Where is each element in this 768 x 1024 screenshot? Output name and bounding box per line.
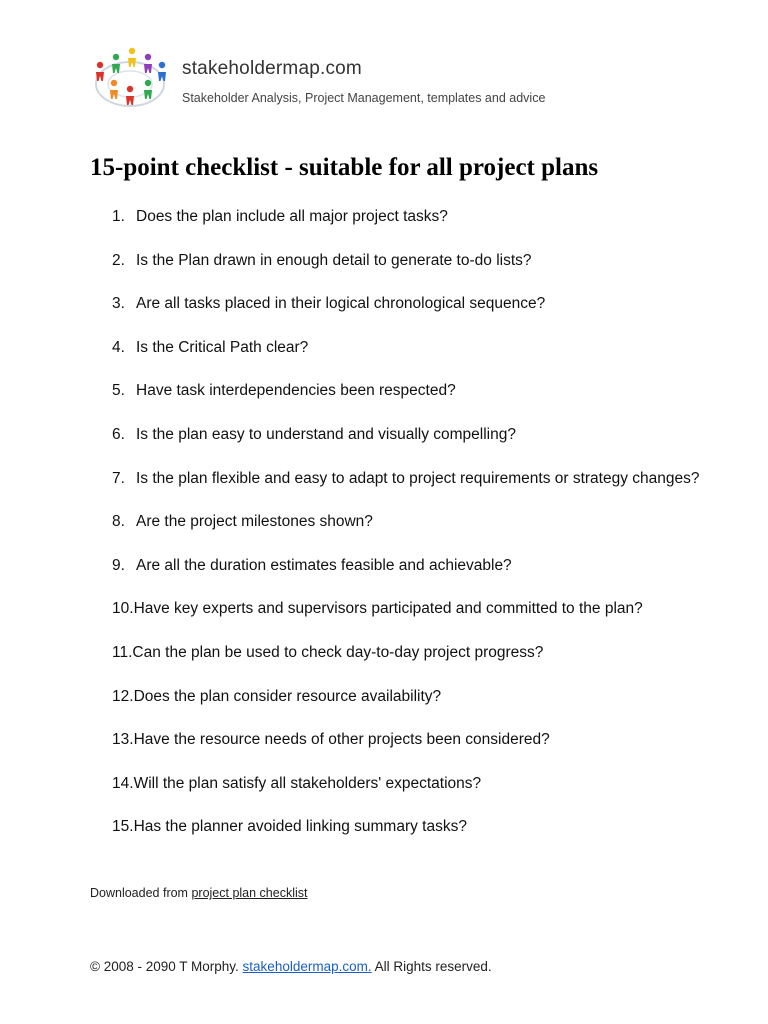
checklist-item-number: 8. [112,513,125,531]
site-tagline: Stakeholder Analysis, Project Management, templates and advice [182,91,546,105]
site-name[interactable]: stakeholdermap.com [182,58,362,79]
checklist-item-number: 14. [112,774,134,792]
checklist-item [112,767,712,800]
checklist-item-text: Will the plan satisfy all stakeholders' expectations? [133,774,482,792]
checklist [112,200,712,854]
checklist-item-text: Have the resource needs of other projects been considered? [133,731,550,749]
checklist-item [112,287,712,320]
checklist-item [112,374,712,407]
checklist-item-number: 13. [112,731,134,749]
checklist-item-text: Is the Plan drawn in enough detail to generate to-do lists? [136,251,532,269]
checklist-item-number: 10. [112,600,134,618]
checklist-item-text: Does the plan consider resource availability? [133,687,442,705]
checklist-item [112,418,712,451]
checklist-item-text: Is the Critical Path clear? [136,338,309,356]
checklist-item-text: Have task interdependencies been respected? [136,382,456,400]
rights-text: All Rights reserved. [371,959,492,974]
checklist-item-number: 9. [112,556,125,574]
checklist-item-text: Is the plan flexible and easy to adapt to project requirements or strategy changes? [136,469,700,487]
checklist-item-number: 2. [112,251,125,269]
checklist-item-text: Has the planner avoided linking summary tasks? [133,818,467,836]
project-plan-checklist-link[interactable]: project plan checklist [191,886,308,900]
checklist-item [112,200,712,233]
checklist-item-number: 15. [112,818,134,836]
page-title: 15-point checklist - suitable for all project plans [90,154,599,181]
download-note [90,886,307,900]
checklist-item [112,810,712,843]
checklist-item-text: Does the plan include all major project tasks? [136,208,448,225]
checklist-item-text: Are all the duration estimates feasible and achievable? [136,556,512,574]
checklist-item [112,680,712,713]
copyright-footer [90,959,492,974]
checklist-item-text: Are the project milestones shown? [136,513,373,531]
checklist-item [112,549,712,582]
checklist-item [112,462,712,495]
checklist-item-text: Have key experts and supervisors participated and committed to the plan? [133,600,643,618]
stakeholdermap-link[interactable]: stakeholdermap.com. [242,959,372,974]
checklist-item [112,592,712,625]
checklist-item-number: 1. [112,208,125,225]
checklist-item-number: 3. [112,295,125,313]
checklist-item-number: 11. [112,643,133,661]
checklist-item-number: 4. [112,338,125,356]
checklist-item [112,331,712,364]
checklist-item-text: Are all tasks placed in their logical chronological sequence? [136,295,546,313]
checklist-item [112,244,712,277]
checklist-item [112,723,712,756]
checklist-item-text: Can the plan be used to check day-to-day project progress? [132,643,544,661]
checklist-item-number: 5. [112,382,125,400]
download-note-prefix: Downloaded from [90,886,192,900]
checklist-item [112,505,712,538]
stakeholder-people-logo-icon[interactable] [90,44,170,110]
checklist-item [112,636,712,669]
site-header [90,44,650,114]
checklist-item-number: 6. [112,425,125,443]
checklist-item-number: 7. [112,469,125,487]
checklist-item-text: Is the plan easy to understand and visually compelling? [136,425,516,443]
copyright-text: © 2008 - 2090 T Morphy. [90,959,243,974]
checklist-item-number: 12. [112,687,134,705]
